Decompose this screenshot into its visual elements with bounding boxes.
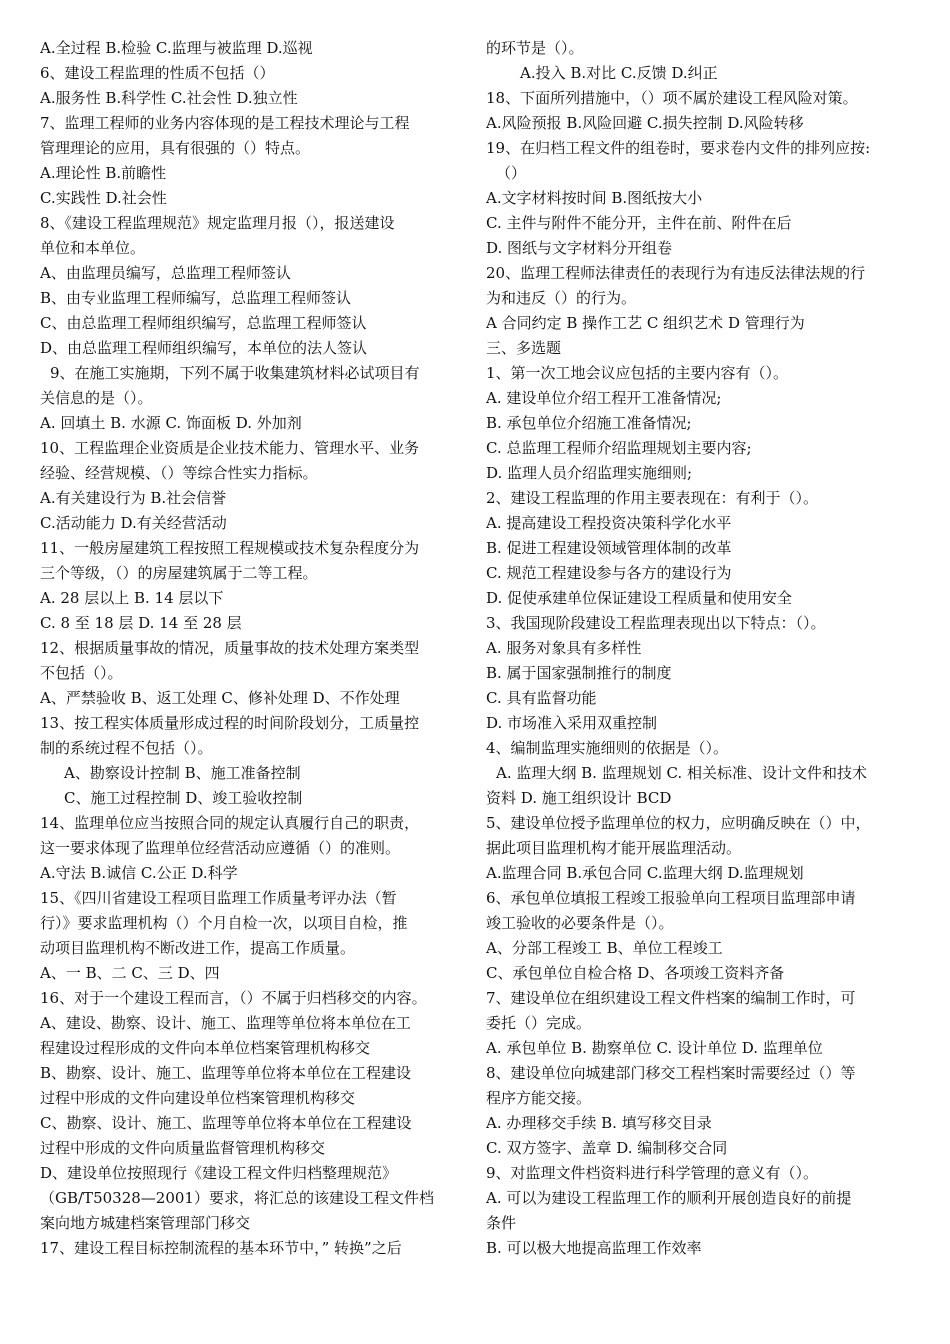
text-line: 8、建设单位向城建部门移交工程档案时需要经过（）等 <box>486 1064 856 1082</box>
text-line: 单位和本单位。 <box>40 239 146 257</box>
text-line: 三、多选题 <box>486 339 562 357</box>
text-line: C. 主件与附件不能分开，主件在前、附件在后 <box>486 214 792 232</box>
text-line: B、由专业监理工程师编写，总监理工程师签认 <box>40 289 352 307</box>
text-line: 4、编制监理实施细则的依据是（）。 <box>486 739 729 757</box>
text-line: D. 促使承建单位保证建设工程质量和使用安全 <box>486 589 793 607</box>
text-line: D. 图纸与文字材料分开组卷 <box>486 239 673 257</box>
text-line: 条件 <box>486 1214 517 1232</box>
text-line: B. 促进工程建设领域管理体制的改革 <box>486 539 732 557</box>
text-line: 3、我国现阶段建设工程监理表现出以下特点：（）。 <box>486 614 826 632</box>
text-line: A. 28 层以上 B. 14 层以下 <box>40 589 224 607</box>
text-line: 9、对监理文件档资料进行科学管理的意义有（）。 <box>486 1164 819 1182</box>
text-line: A. 监理大纲 B. 监理规划 C. 相关标准、设计文件和技术 <box>496 764 867 782</box>
text-line: 12、根据质量事故的情况，质量事故的技术处理方案类型 <box>40 639 420 657</box>
text-line: 资料 D. 施工组织设计 BCD <box>486 789 672 807</box>
text-line: 9、在施工实施期，下列不属于收集建筑材料必试项目有 <box>50 364 420 382</box>
text-line: A.监理合同 B.承包合同 C.监理大纲 D.监理规划 <box>486 864 804 882</box>
text-line: A、分部工程竣工 B、单位工程竣工 <box>486 939 723 957</box>
text-line: 7、建设单位在组织建设工程文件档案的编制工作时，可 <box>486 989 856 1007</box>
text-line: B、勘察、设计、施工、监理等单位将本单位在工程建设 <box>40 1064 412 1082</box>
text-line: A. 服务对象具有多样性 <box>486 639 642 657</box>
text-line: C. 总监理工程师介绍监理规划主要内容; <box>486 439 752 457</box>
text-line: 5、建设单位授予监理单位的权力，应明确反映在（）中， <box>486 814 871 832</box>
text-line: A、由监理员编写，总监理工程师签认 <box>40 264 291 282</box>
text-line: 过程中形成的文件向质量监督管理机构移交 <box>40 1139 326 1157</box>
text-line: 这一要求体现了监理单位经营活动应遵循（）的准则。 <box>40 839 401 857</box>
text-line: B. 承包单位介绍施工准备情况; <box>486 414 692 432</box>
text-line: 8、《建设工程监理规范》规定监理月报（），报送建设 <box>40 214 395 232</box>
text-line: C. 规范工程建设参与各方的建设行为 <box>486 564 732 582</box>
text-line: 15、《四川省建设工程项目监理工作质量考评办法（暂 <box>40 889 397 907</box>
text-line: 制的系统过程不包括（）。 <box>40 739 213 757</box>
left-column <box>40 36 470 1261</box>
text-line: 动项目监理机构不断改进工作，提高工作质量。 <box>40 939 356 957</box>
text-line: 案向地方城建档案管理部门移交 <box>40 1214 251 1232</box>
text-line: C、由总监理工程师组织编写，总监理工程师签认 <box>40 314 367 332</box>
text-line: 据此项目监理机构才能开展监理活动。 <box>486 839 742 857</box>
text-line: A.服务性 B.科学性 C.社会性 D.独立性 <box>40 89 298 107</box>
text-line: 为和违反（）的行为。 <box>486 289 637 307</box>
text-line: 18、下面所列措施中，（）项不属於建设工程风险对策。 <box>486 89 858 107</box>
text-line: 13、按工程实体质量形成过程的时间阶段划分，工质量控 <box>40 714 420 732</box>
text-line: 程建设过程形成的文件向本单位档案管理机构移交 <box>40 1039 371 1057</box>
text-line: A、一 B、二 C、三 D、四 <box>40 964 220 982</box>
text-line: C.活动能力 D.有关经营活动 <box>40 514 227 532</box>
right-column <box>486 36 916 1261</box>
text-line: D、由总监理工程师组织编写，本单位的法人签认 <box>40 339 368 357</box>
text-line: A.理论性 B.前瞻性 <box>40 164 167 182</box>
text-line: 10、工程监理企业资质是企业技术能力、管理水平、业务 <box>40 439 420 457</box>
text-line: 三个等级，（）的房屋建筑属于二等工程。 <box>40 564 318 582</box>
text-line: 17、建设工程目标控制流程的基本环节中，” 转换”之后 <box>40 1239 402 1257</box>
text-line: A.有关建设行为 B.社会信誉 <box>40 489 227 507</box>
text-line: C.实践性 D.社会性 <box>40 189 167 207</box>
text-line: （GB/T50328—2001）要求，将汇总的该建设工程文件档 <box>40 1189 434 1207</box>
text-line: A、勘察设计控制 B、施工准备控制 <box>64 764 301 782</box>
text-line: （） <box>496 164 527 182</box>
text-line: 关信息的是（）。 <box>40 389 153 407</box>
text-line: A、建设、勘察、设计、施工、监理等单位将本单位在工 <box>40 1014 411 1032</box>
text-line: 2、建设工程监理的作用主要表现在：有利于（）。 <box>486 489 819 507</box>
text-line: D、建设单位按照现行《建设工程文件归档整理规范》 <box>40 1164 398 1182</box>
text-line: 过程中形成的文件向建设单位档案管理机构移交 <box>40 1089 356 1107</box>
text-line: 7、监理工程师的业务内容体现的是工程技术理论与工程 <box>40 114 410 132</box>
text-line: A. 可以为建设工程监理工作的顺利开展创造良好的前提 <box>486 1189 852 1207</box>
text-line: 6、建设工程监理的性质不包括（） <box>40 64 275 82</box>
text-line: C、勘察、设计、施工、监理等单位将本单位在工程建设 <box>40 1114 412 1132</box>
text-line: C、承包单位自检合格 D、各项竣工资料齐备 <box>486 964 785 982</box>
text-line: 经验、经营规模、（）等综合性实力指标。 <box>40 464 318 482</box>
text-line: C. 具有监督功能 <box>486 689 597 707</box>
text-line: B. 属于国家强制推行的制度 <box>486 664 672 682</box>
text-line: 不包括（）。 <box>40 664 123 682</box>
text-line: 6、承包单位填报工程竣工报验单向工程项目监理部申请 <box>486 889 856 907</box>
text-line: C、施工过程控制 D、竣工验收控制 <box>64 789 303 807</box>
text-line: A.文字材料按时间 B.图纸按大小 <box>486 189 703 207</box>
text-line: A. 办理移交手续 B. 填写移交目录 <box>486 1114 712 1132</box>
text-line: 行）》要求监理机构（）个月自检一次，以项目自检，推 <box>40 914 408 932</box>
text-line: 19、在归档工程文件的组卷时，要求卷内文件的排列应按: <box>486 139 871 157</box>
text-line: D. 监理人员介绍监理实施细则; <box>486 464 693 482</box>
text-line: A.全过程 B.检验 C.监理与被监理 D.巡视 <box>40 39 313 57</box>
text-line: C. 8 至 18 层 D. 14 至 28 层 <box>40 614 242 632</box>
text-line: A. 建设单位介绍工程开工准备情况; <box>486 389 722 407</box>
text-line: 14、监理单位应当按照合同的规定认真履行自己的职责， <box>40 814 420 832</box>
text-line: A. 回填土 B. 水源 C. 饰面板 D. 外加剂 <box>40 414 302 432</box>
text-line: A.风险预报 B.风险回避 C.损失控制 D.风险转移 <box>486 114 804 132</box>
text-line: 1、第一次工地会议应包括的主要内容有（）。 <box>486 364 789 382</box>
text-line: A. 提高建设工程投资决策科学化水平 <box>486 514 732 532</box>
text-line: 的环节是（）。 <box>486 39 584 57</box>
text-line: A.投入 B.对比 C.反馈 D.纠正 <box>520 64 718 82</box>
text-line: A 合同约定 B 操作工艺 C 组织艺术 D 管理行为 <box>486 314 805 332</box>
text-line: B. 可以极大地提高监理工作效率 <box>486 1239 702 1257</box>
text-line: A.守法 B.诚信 C.公正 D.科学 <box>40 864 238 882</box>
text-line: 程序方能交接。 <box>486 1089 592 1107</box>
text-line: 委托（）完成。 <box>486 1014 592 1032</box>
text-line: C. 双方签字、盖章 D. 编制移交合同 <box>486 1139 728 1157</box>
text-line: 16、对于一个建设工程而言，（）不属于归档移交的内容。 <box>40 989 427 1007</box>
text-line: 竣工验收的必要条件是（）。 <box>486 914 674 932</box>
text-line: 20、监理工程师法律责任的表现行为有违反法律法规的行 <box>486 264 866 282</box>
text-line: 11、一般房屋建筑工程按照工程规模或技术复杂程度分为 <box>40 539 420 557</box>
text-line: 管理理论的应用，具有很强的（）特点。 <box>40 139 311 157</box>
text-line: A、严禁验收 B、返工处理 C、修补处理 D、不作处理 <box>40 689 400 707</box>
text-line: D. 市场准入采用双重控制 <box>486 714 658 732</box>
text-line: A. 承包单位 B. 勘察单位 C. 设计单位 D. 监理单位 <box>486 1039 823 1057</box>
